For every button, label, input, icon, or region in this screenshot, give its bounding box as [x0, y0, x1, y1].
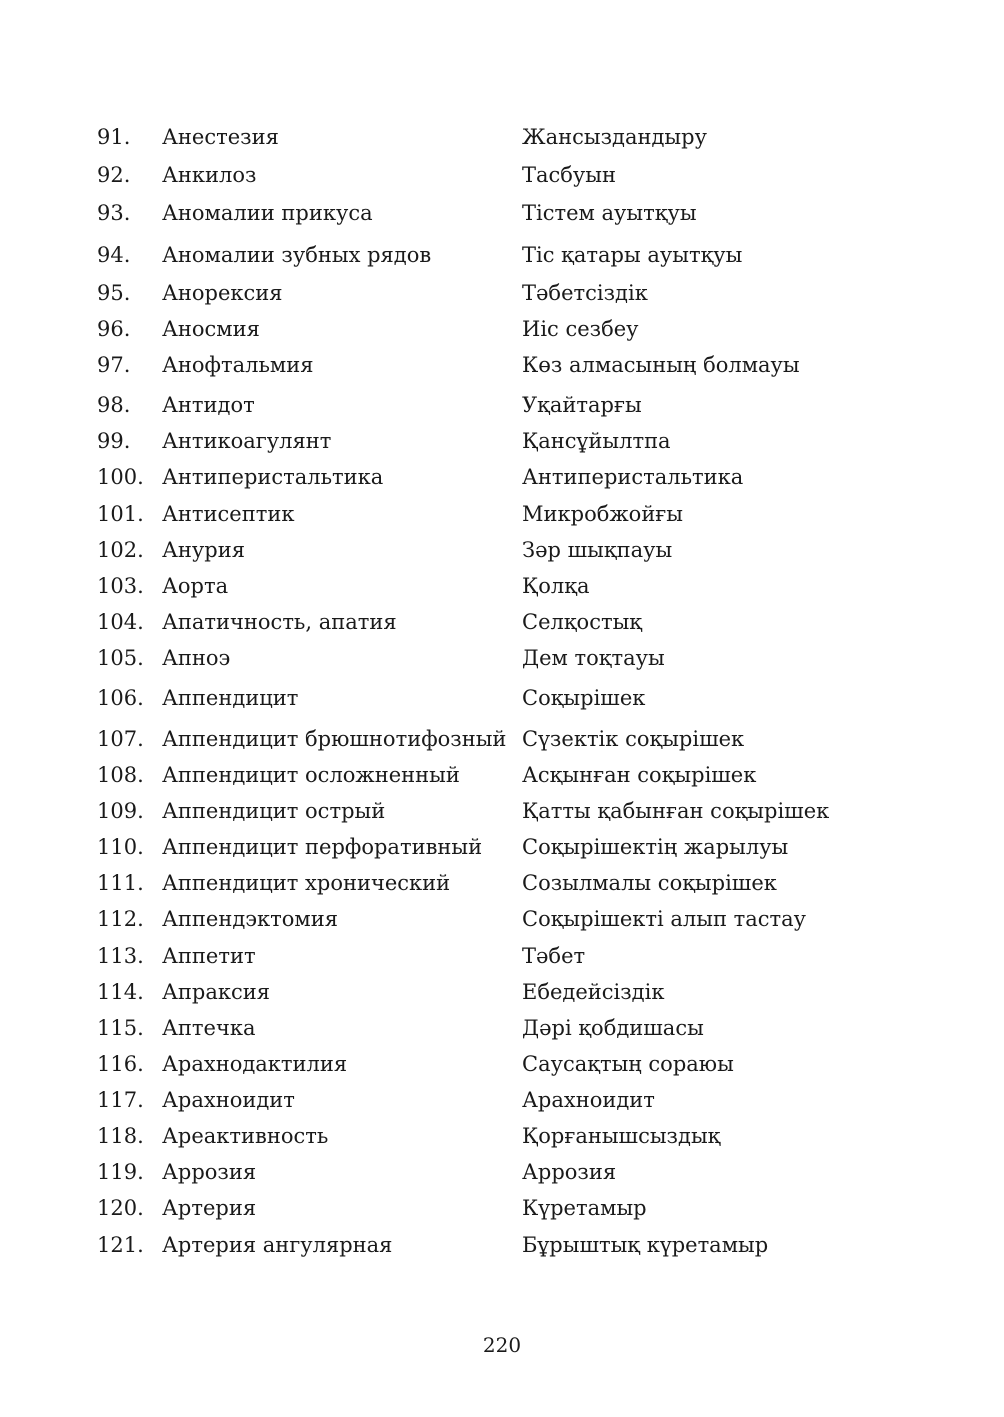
russian-term: Аррозия — [162, 1160, 257, 1184]
russian-term: Артерия — [162, 1196, 257, 1220]
kazakh-term: Тістем ауытқуы — [522, 201, 697, 225]
russian-term: Аномалии прикуса — [162, 201, 373, 225]
entry-number: 117. — [97, 1088, 144, 1112]
entry-number: 114. — [97, 980, 144, 1004]
term-entry — [97, 420, 897, 456]
kazakh-term: Жансыздандыру — [522, 125, 707, 149]
russian-term: Аппетит — [162, 944, 256, 968]
term-entry — [97, 1079, 897, 1115]
russian-term: Аптечка — [162, 1016, 256, 1040]
kazakh-term: Соқырішектің жарылуы — [522, 835, 789, 859]
term-entry — [97, 826, 897, 862]
entry-number: 105. — [97, 646, 144, 670]
russian-term: Арахноидит — [162, 1088, 295, 1112]
term-entry — [97, 790, 897, 826]
russian-term: Ареактивность — [162, 1124, 329, 1148]
russian-term: Аппендицит перфоративный — [162, 835, 483, 859]
entry-number: 110. — [97, 835, 144, 859]
term-entry — [97, 565, 897, 601]
entry-number: 118. — [97, 1124, 144, 1148]
entry-number: 103. — [97, 574, 144, 598]
entry-number: 97. — [97, 353, 131, 377]
kazakh-term: Саусақтың сораюы — [522, 1052, 734, 1076]
entry-number: 111. — [97, 871, 144, 895]
entry-number: 120. — [97, 1196, 144, 1220]
russian-term: Анофтальмия — [162, 353, 314, 377]
entry-number: 95. — [97, 281, 131, 305]
term-entry — [97, 190, 897, 228]
kazakh-term: Аррозия — [522, 1160, 617, 1184]
russian-term: Аппендицит осложненный — [162, 763, 460, 787]
entry-number: 121. — [97, 1233, 144, 1257]
kazakh-term: Тасбуын — [522, 163, 616, 187]
page-number: 220 — [482, 1333, 522, 1357]
entry-number: 112. — [97, 907, 144, 931]
russian-term: Анурия — [162, 538, 245, 562]
term-entry — [97, 898, 897, 934]
term-entry — [97, 1151, 897, 1187]
term-entry — [97, 637, 897, 673]
term-entry — [97, 270, 897, 308]
russian-term: Апраксия — [162, 980, 270, 1004]
term-entry — [97, 344, 897, 380]
entry-number: 96. — [97, 317, 131, 341]
term-entry — [97, 1043, 897, 1079]
term-entry — [97, 492, 897, 529]
kazakh-term: Созылмалы соқырішек — [522, 871, 777, 895]
kazakh-term: Сүзектік соқырішек — [522, 727, 745, 751]
kazakh-term: Дәрі қобдишасы — [522, 1016, 704, 1040]
term-entry — [97, 1187, 897, 1223]
kazakh-term: Қатты қабынған соқырішек — [522, 799, 830, 823]
entry-number: 108. — [97, 763, 144, 787]
kazakh-term: Бұрыштық күретамыр — [522, 1233, 769, 1257]
russian-term: Анкилоз — [162, 163, 257, 187]
russian-term: Анорексия — [162, 281, 283, 305]
term-entry — [97, 601, 897, 637]
term-entry — [97, 971, 897, 1007]
russian-term: Аппендицит хронический — [162, 871, 451, 895]
entry-number: 99. — [97, 429, 131, 453]
kazakh-term: Селқостық — [522, 610, 643, 634]
term-entry — [97, 118, 897, 152]
entry-number: 115. — [97, 1016, 144, 1040]
russian-term: Аномалии зубных рядов — [162, 243, 432, 267]
russian-term: Аппендицит острый — [162, 799, 386, 823]
russian-term: Аппендицит — [162, 686, 299, 710]
russian-term: Арахнодактилия — [162, 1052, 348, 1076]
kazakh-term: Тәбет — [522, 944, 586, 968]
term-entry — [97, 228, 897, 270]
russian-term: Аппендэктомия — [162, 907, 338, 931]
kazakh-term: Зәр шықпауы — [522, 538, 673, 562]
kazakh-term: Қорғанышсыздық — [522, 1124, 721, 1148]
term-entry — [97, 1223, 897, 1260]
entry-number: 113. — [97, 944, 144, 968]
kazakh-term: Иіс сезбеу — [522, 317, 639, 341]
russian-term: Антидот — [162, 393, 255, 417]
entry-number: 101. — [97, 502, 144, 526]
russian-term: Апноэ — [162, 646, 231, 670]
kazakh-term: Тәбетсіздік — [522, 281, 648, 305]
entry-number: 116. — [97, 1052, 144, 1076]
kazakh-term: Дем тоқтауы — [522, 646, 665, 670]
entry-number: 93. — [97, 201, 131, 225]
entry-number: 107. — [97, 727, 144, 751]
term-entry — [97, 1007, 897, 1043]
kazakh-term: Тіс қатары ауытқуы — [522, 243, 743, 267]
kazakh-term: Арахноидит — [522, 1088, 655, 1112]
entry-number: 102. — [97, 538, 144, 562]
entry-number: 92. — [97, 163, 131, 187]
russian-term: Аносмия — [162, 317, 260, 341]
russian-term: Артерия ангулярная — [162, 1233, 393, 1257]
kazakh-term: Соқырішек — [522, 686, 646, 710]
term-entry — [97, 1115, 897, 1151]
term-entry — [97, 673, 897, 713]
russian-term: Аппендицит брюшнотифозный — [162, 727, 507, 751]
term-entry — [97, 934, 897, 971]
entry-number: 91. — [97, 125, 131, 149]
entry-number: 106. — [97, 686, 144, 710]
term-entry — [97, 152, 897, 190]
kazakh-term: Қолқа — [522, 574, 590, 598]
term-list — [97, 118, 897, 1260]
entry-number: 98. — [97, 393, 131, 417]
kazakh-term: Соқырішекті алып тастау — [522, 907, 807, 931]
entry-number: 104. — [97, 610, 144, 634]
entry-number: 119. — [97, 1160, 144, 1184]
entry-number: 100. — [97, 465, 144, 489]
russian-term: Анестезия — [162, 125, 279, 149]
russian-term: Антисептик — [162, 502, 295, 526]
russian-term: Антикоагулянт — [162, 429, 332, 453]
kazakh-term: Микробжойғы — [522, 502, 684, 526]
term-entry — [97, 529, 897, 565]
russian-term: Апатичность, апатия — [162, 610, 397, 634]
term-entry — [97, 713, 897, 754]
kazakh-term: Қансұйылтпа — [522, 429, 671, 453]
kazakh-term: Асқынған соқырішек — [522, 763, 757, 787]
kazakh-term: Антиперистальтика — [522, 465, 744, 489]
term-entry — [97, 308, 897, 344]
entry-number: 94. — [97, 243, 131, 267]
russian-term: Антиперистальтика — [162, 465, 384, 489]
term-entry — [97, 380, 897, 420]
kazakh-term: Ебедейсіздік — [522, 980, 665, 1004]
entry-number: 109. — [97, 799, 144, 823]
kazakh-term: Көз алмасының болмауы — [522, 353, 800, 377]
russian-term: Аорта — [162, 574, 229, 598]
kazakh-term: Күретамыр — [522, 1196, 647, 1220]
term-entry — [97, 754, 897, 790]
kazakh-term: Уқайтарғы — [522, 393, 642, 417]
term-entry — [97, 456, 897, 492]
term-entry — [97, 862, 897, 898]
